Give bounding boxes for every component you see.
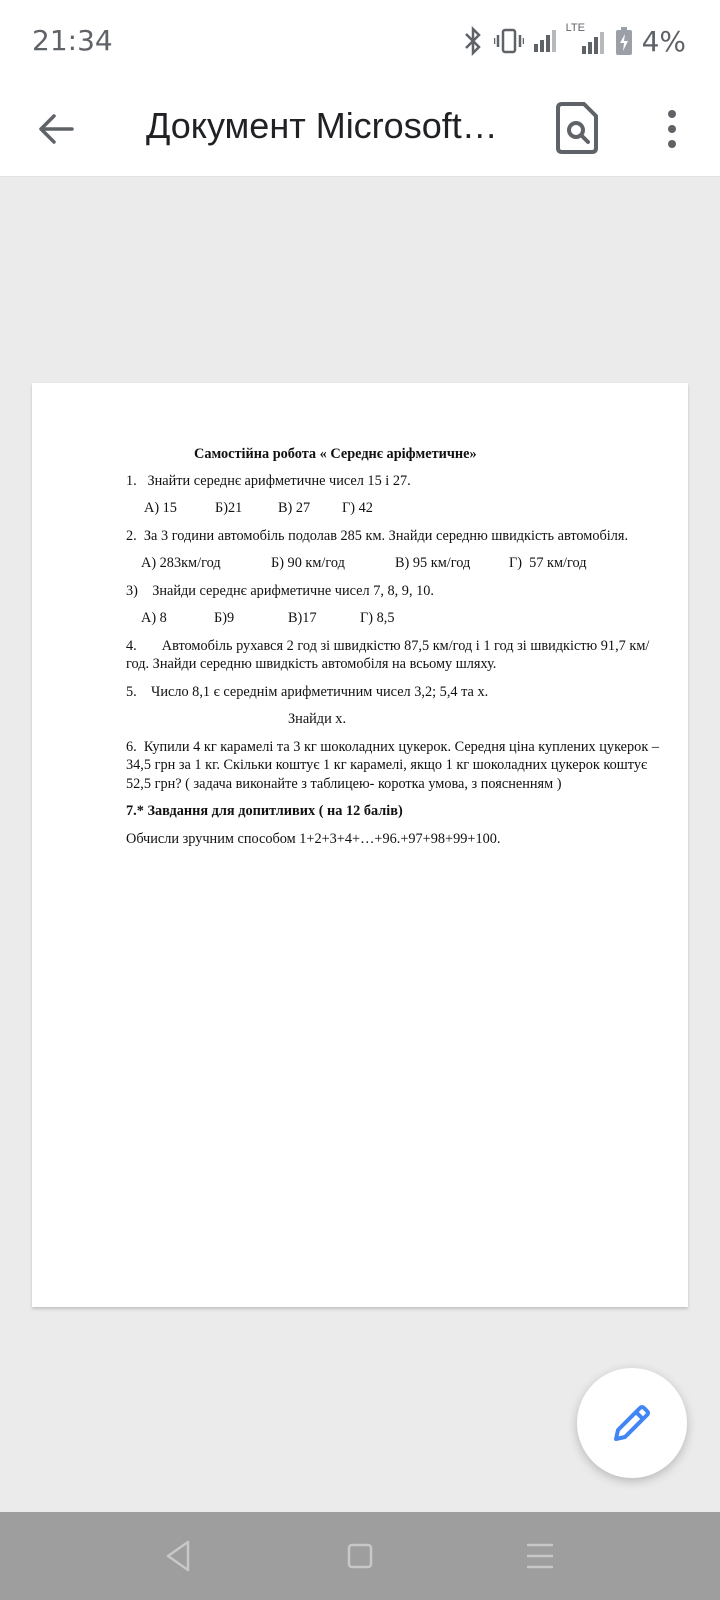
status-icons (462, 24, 686, 58)
question-1 (126, 472, 671, 491)
question-4 (126, 637, 671, 674)
document-heading: Самостійна робота « Середнє аріфметичне» (194, 446, 477, 462)
question-text: Знайди середнє арифметичне чисел 7, 8, 9, 10. (152, 582, 434, 599)
question-2-answers (126, 554, 671, 573)
question-7-text: Обчисли зручним способом 1+2+3+4+…+96.+97+98+99+100. (126, 830, 501, 847)
question-number: 1. (126, 472, 137, 489)
question-7-title: 7.* Завдання для допитливих ( на 12 балів) (126, 803, 403, 819)
battery-percent: 4% (641, 24, 686, 58)
answer-option: А) 283км/год (141, 555, 221, 571)
edit-fab-button[interactable] (577, 1368, 687, 1478)
question-6 (126, 738, 671, 794)
lte-signal-icon (565, 22, 606, 54)
answer-option: В)17 (288, 610, 317, 626)
nav-back-button[interactable] (158, 1536, 198, 1576)
back-button[interactable] (30, 102, 84, 156)
find-in-document-button[interactable] (550, 98, 606, 158)
nav-recents-button[interactable] (520, 1536, 560, 1576)
question-3 (126, 582, 671, 601)
signal-icon (534, 30, 556, 52)
question-number: 3) (126, 582, 138, 599)
answer-option: В) 95 км/год (395, 555, 471, 571)
answer-option: А) 8 (141, 610, 167, 626)
question-3-answers (126, 609, 671, 628)
more-options-button[interactable] (650, 100, 694, 158)
nav-home-icon (340, 1536, 380, 1576)
question-number: 6. (126, 738, 137, 755)
question-2 (126, 527, 671, 546)
back-arrow-icon (30, 102, 84, 156)
question-text: Автомобіль рухався 2 год зі швидкістю 87,5 км/год і 1 год зі швидкістю 91,7 км/год. Знайди середню швидкість автомобіля на всьому шляху. (126, 637, 650, 672)
question-text: Купили 4 кг карамелі та 3 кг шоколадних цукерок. Середня ціна куплених цукерок – 34,5 грн за 1 кг. Скільки коштує 1 кг карамелі, якщо 1 кг шоколадних цукерок коштує 52,5 грн? ( задача виконайте з таблицею- коротка умова, з поясненням ) (126, 738, 659, 792)
question-number: 2. (126, 527, 137, 544)
question-1-answers (126, 499, 671, 518)
status-bar (0, 0, 720, 82)
question-text: Число 8,1 є середнім арифметичним чисел 3,2; 5,4 та х. (151, 683, 489, 700)
question-text: За 3 години автомобіль подолав 285 км. Знайди середню швидкість автомобіля. (143, 527, 629, 544)
app-bar (0, 82, 720, 177)
document-page[interactable] (32, 383, 688, 1307)
question-5-find: Знайди х. (288, 711, 347, 727)
answer-option: Б)9 (214, 610, 235, 626)
lte-label: LTE (565, 22, 585, 34)
question-number: 5. (126, 683, 137, 700)
document-content (126, 445, 671, 857)
find-in-document-icon (550, 98, 606, 158)
status-time: 21:34 (32, 24, 113, 57)
vibrate-icon (494, 28, 524, 54)
answer-option: Г) 8,5 (360, 610, 395, 626)
question-text: Знайти середнє арифметичне чисел 15 і 27. (147, 472, 411, 489)
nav-back-icon (158, 1536, 198, 1576)
nav-recents-icon (520, 1536, 560, 1576)
answer-option: А) 15 (144, 500, 177, 516)
nav-home-button[interactable] (340, 1536, 380, 1576)
edit-pencil-icon (610, 1401, 654, 1445)
battery-charging-icon (616, 27, 632, 55)
answer-option: Г) 57 км/год (509, 555, 587, 571)
answer-option: В) 27 (278, 500, 311, 516)
answer-option: Б)21 (215, 500, 243, 516)
question-5 (126, 683, 671, 702)
more-vert-icon (650, 100, 694, 158)
document-title: Документ Microsoft… (146, 105, 498, 146)
answer-option: Б) 90 км/год (271, 555, 345, 571)
bluetooth-icon (462, 26, 484, 56)
question-number: 4. (126, 637, 137, 654)
navigation-bar (0, 1512, 720, 1600)
answer-option: Г) 42 (342, 500, 373, 516)
